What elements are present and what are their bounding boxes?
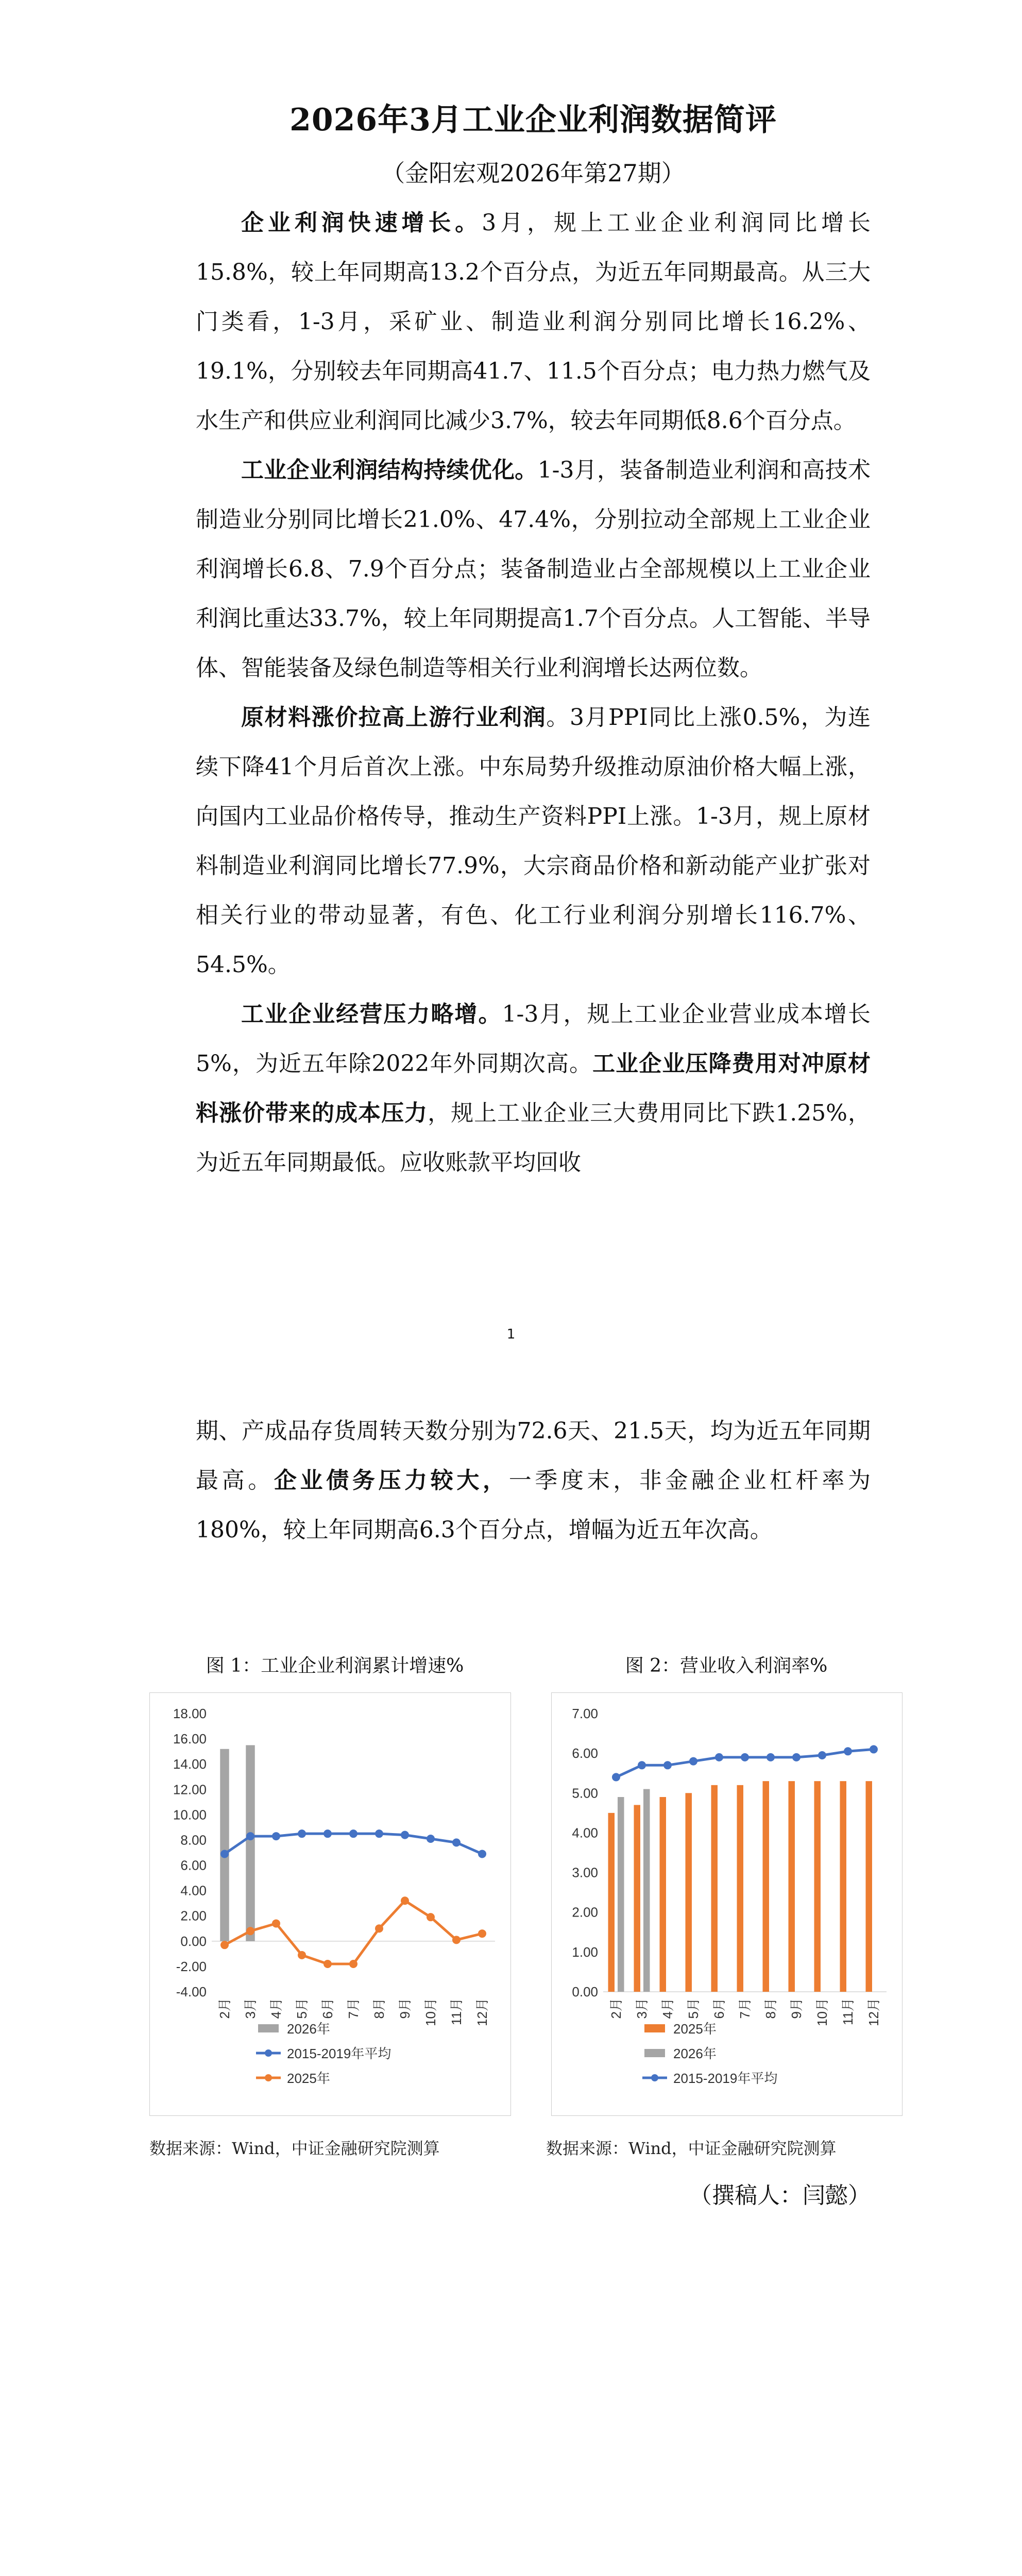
paragraph-2 bbox=[196, 446, 871, 693]
x-tick-label: 12月 bbox=[866, 1998, 881, 2026]
bar-2025年 bbox=[763, 1781, 770, 1992]
legend-label: 2025年 bbox=[287, 2071, 330, 2086]
point-2025年 bbox=[478, 1929, 486, 1938]
bar-2025年 bbox=[711, 1785, 718, 1992]
bar-2025年 bbox=[789, 1781, 795, 1992]
point-2015-2019年平均 bbox=[818, 1751, 826, 1759]
point-2015-2019年平均 bbox=[844, 1747, 852, 1755]
legend-marker-2015-2019年平均 bbox=[265, 2049, 272, 2057]
figure-2-title: 图 2：营业收入利润率% bbox=[625, 1655, 828, 1676]
legend-swatch-2026年 bbox=[258, 2024, 279, 2032]
point-2015-2019年平均 bbox=[663, 1761, 672, 1769]
x-tick-label: 8月 bbox=[371, 1998, 387, 2019]
bar-2025年 bbox=[686, 1793, 692, 1992]
bar-2026年 bbox=[246, 1745, 255, 1941]
point-2015-2019年平均 bbox=[375, 1829, 383, 1838]
y-tick-label: -4.00 bbox=[176, 1984, 207, 1999]
y-tick-label: 12.00 bbox=[173, 1782, 207, 1798]
point-2015-2019年平均 bbox=[741, 1753, 749, 1761]
paragraph-3-text: 。3月PPI同比上涨0.5%，为连续下降41个月后首次上涨。中东局势升级推动原油价格大幅上涨，向国内工业品价格传导，推动生产资料PPI上涨。1-3月，规上原材料制造业利润同比增长77.9%，大宗商品价格和新动能产业扩张对相关行业的带动显著，有色、化工行业利润分别增长116.7%、54.5%。 bbox=[196, 704, 871, 978]
x-tick-label: 6月 bbox=[320, 1998, 335, 2019]
bar-2025年 bbox=[866, 1781, 873, 1992]
figure-2-svg bbox=[552, 1693, 902, 2115]
bar-2026年 bbox=[220, 1749, 229, 1941]
x-tick-label: 9月 bbox=[789, 1998, 804, 2019]
figure-1-source: 数据来源：Wind，中证金融研究院测算 bbox=[149, 2139, 440, 2158]
x-tick-label: 10月 bbox=[814, 1998, 830, 2026]
x-tick-label: 11月 bbox=[449, 1998, 464, 2025]
legend-marker-2025年 bbox=[265, 2074, 272, 2081]
figure-1-chart bbox=[149, 1692, 511, 2116]
x-tick-label: 11月 bbox=[840, 1998, 856, 2025]
x-tick-label: 4月 bbox=[268, 1998, 284, 2019]
paragraph-5 bbox=[196, 1406, 871, 1555]
y-tick-label: 2.00 bbox=[572, 1904, 598, 1920]
x-tick-label: 6月 bbox=[711, 1998, 727, 2019]
point-2025年 bbox=[452, 1936, 461, 1944]
point-2025年 bbox=[220, 1941, 229, 1949]
paragraph-1-heading: 企业利润快速增长。 bbox=[241, 210, 482, 236]
paragraph-4-text-2: ，规上工业企业三大费用同比下跌1.25%，为近五年同期最低。应收账款平均回收 bbox=[196, 1100, 871, 1176]
point-2025年 bbox=[349, 1960, 357, 1968]
point-2025年 bbox=[375, 1924, 383, 1933]
legend-swatch-2025年 bbox=[644, 2024, 665, 2032]
x-tick-label: 2月 bbox=[217, 1998, 232, 2019]
x-tick-label: 5月 bbox=[686, 1998, 701, 2019]
x-tick-label: 9月 bbox=[397, 1998, 413, 2019]
point-2015-2019年平均 bbox=[349, 1829, 357, 1838]
point-2025年 bbox=[246, 1927, 254, 1935]
point-2025年 bbox=[401, 1896, 409, 1905]
paragraph-4 bbox=[196, 990, 871, 1188]
bar-2025年 bbox=[840, 1781, 847, 1992]
point-2015-2019年平均 bbox=[715, 1753, 723, 1761]
paragraph-3-heading: 原材料涨价拉高上游行业利润 bbox=[241, 704, 547, 731]
y-tick-label: 10.00 bbox=[173, 1807, 207, 1823]
y-tick-label: 14.00 bbox=[173, 1756, 207, 1772]
series-line-2025年 bbox=[225, 1901, 482, 1964]
y-tick-label: 3.00 bbox=[572, 1865, 598, 1880]
point-2015-2019年平均 bbox=[612, 1773, 620, 1781]
page1-body bbox=[196, 198, 871, 1188]
y-tick-label: 8.00 bbox=[180, 1832, 207, 1848]
bar-2025年 bbox=[608, 1813, 615, 1992]
paragraph-2-text: 1-3月，装备制造业利润和高技术制造业分别同比增长21.0%、47.4%，分别拉动全部规上工业企业利润增长6.8、7.9个百分点；装备制造业占全部规模以上工业企业利润比重达33.7%，较上年同期提高1.7个百分点。人工智能、半导体、智能装备及绿色制造等相关行业利润增长达两位数。 bbox=[196, 457, 871, 681]
point-2015-2019年平均 bbox=[478, 1850, 486, 1858]
point-2025年 bbox=[298, 1951, 306, 1959]
point-2025年 bbox=[272, 1919, 280, 1927]
x-tick-label: 4月 bbox=[660, 1998, 675, 2019]
y-tick-label: 4.00 bbox=[180, 1883, 207, 1899]
point-2015-2019年平均 bbox=[246, 1832, 254, 1840]
x-tick-label: 3月 bbox=[243, 1998, 258, 2019]
figure-1-svg bbox=[150, 1693, 510, 2115]
bar-2026年 bbox=[618, 1797, 624, 1992]
point-2015-2019年平均 bbox=[766, 1753, 775, 1761]
x-tick-label: 12月 bbox=[474, 1998, 490, 2026]
paragraph-3 bbox=[196, 693, 871, 990]
bar-2025年 bbox=[660, 1797, 667, 1992]
point-2015-2019年平均 bbox=[272, 1832, 280, 1840]
x-tick-label: 8月 bbox=[763, 1998, 778, 2019]
legend-label: 2025年 bbox=[673, 2021, 717, 2037]
point-2015-2019年平均 bbox=[452, 1838, 461, 1846]
y-tick-label: 6.00 bbox=[572, 1745, 598, 1761]
paragraph-2-heading: 工业企业利润结构持续优化。 bbox=[241, 457, 538, 483]
document-subtitle: （金阳宏观2026年第27期） bbox=[381, 159, 685, 187]
paragraph-1-text: 3月，规上工业企业利润同比增长15.8%，较上年同期高13.2个百分点，为近五年同期最高。从三大门类看，1-3月，采矿业、制造业利润分别同比增长16.2%、19.1%，分别较去年同期高41.7、11.5个百分点；电力热力燃气及水生产和供应业利润同比减少3.7%，较去年同期低8.6个百分点。 bbox=[196, 210, 871, 434]
page2-body bbox=[196, 1406, 871, 1555]
legend-label: 2015-2019年平均 bbox=[673, 2071, 778, 2086]
point-2025年 bbox=[323, 1960, 332, 1968]
x-tick-label: 7月 bbox=[737, 1998, 753, 2019]
x-tick-label: 5月 bbox=[294, 1998, 310, 2019]
paragraph-5-text: 期、产成品存货周转天数分别为72.6天、21.5天，均为近五年同期最高。 bbox=[196, 1418, 871, 1494]
figure-2-chart bbox=[551, 1692, 902, 2116]
y-tick-label: 2.00 bbox=[180, 1908, 207, 1924]
y-tick-label: -2.00 bbox=[176, 1958, 207, 1974]
x-tick-label: 10月 bbox=[423, 1998, 438, 2026]
point-2015-2019年平均 bbox=[323, 1829, 332, 1838]
bar-2025年 bbox=[814, 1781, 821, 1992]
point-2015-2019年平均 bbox=[792, 1753, 800, 1761]
x-tick-label: 2月 bbox=[608, 1998, 624, 2019]
y-tick-label: 1.00 bbox=[572, 1944, 598, 1960]
legend-label: 2026年 bbox=[287, 2021, 330, 2037]
paragraph-5-heading: 企业债务压力较大， bbox=[274, 1467, 509, 1494]
y-tick-label: 5.00 bbox=[572, 1785, 598, 1801]
figure-1-title: 图 1：工业企业利润累计增速% bbox=[206, 1655, 464, 1676]
point-2015-2019年平均 bbox=[427, 1835, 435, 1843]
document-title: 2026年3月工业企业利润数据简评 bbox=[289, 102, 777, 138]
point-2015-2019年平均 bbox=[298, 1829, 306, 1838]
y-tick-label: 6.00 bbox=[180, 1857, 207, 1873]
paragraph-1 bbox=[196, 198, 871, 446]
y-tick-label: 18.00 bbox=[173, 1706, 207, 1721]
paragraph-4-text: 1-3月，规上工业企业营业成本增长5%，为近五年除2022年外同期次高。 bbox=[196, 1001, 871, 1077]
point-2015-2019年平均 bbox=[401, 1831, 409, 1839]
bar-2025年 bbox=[634, 1805, 641, 1992]
x-tick-label: 7月 bbox=[346, 1998, 361, 2019]
point-2025年 bbox=[427, 1913, 435, 1921]
legend-swatch-2026年 bbox=[644, 2049, 665, 2057]
author-credit: （撰稿人：闫懿） bbox=[689, 2182, 871, 2209]
y-tick-label: 0.00 bbox=[180, 1933, 207, 1949]
paragraph-4-bold-phrase: 工业企业压降费用对冲原材料涨价带来的成本压力 bbox=[196, 1050, 871, 1126]
legend-label: 2015-2019年平均 bbox=[287, 2046, 391, 2061]
legend-label: 2026年 bbox=[673, 2046, 717, 2061]
y-tick-label: 16.00 bbox=[173, 1731, 207, 1747]
x-tick-label: 3月 bbox=[634, 1998, 650, 2019]
page-number-1: 1 bbox=[506, 1327, 516, 1342]
point-2015-2019年平均 bbox=[870, 1745, 878, 1753]
y-tick-label: 7.00 bbox=[572, 1706, 598, 1721]
bar-2026年 bbox=[643, 1789, 650, 1992]
point-2015-2019年平均 bbox=[220, 1850, 229, 1858]
y-tick-label: 0.00 bbox=[572, 1984, 598, 1999]
y-tick-label: 4.00 bbox=[572, 1825, 598, 1841]
paragraph-4-heading: 工业企业经营压力略增。 bbox=[241, 1001, 502, 1027]
bar-2025年 bbox=[737, 1785, 744, 1992]
point-2015-2019年平均 bbox=[638, 1761, 646, 1769]
paragraph-5-text-2: 一季度末，非金融企业杠杆率为180%，较上年同期高6.3个百分点，增幅为近五年次高。 bbox=[196, 1467, 871, 1543]
figure-2-source: 数据来源：Wind，中证金融研究院测算 bbox=[546, 2139, 837, 2158]
point-2015-2019年平均 bbox=[689, 1757, 697, 1766]
legend-marker-2015-2019年平均 bbox=[651, 2074, 658, 2081]
